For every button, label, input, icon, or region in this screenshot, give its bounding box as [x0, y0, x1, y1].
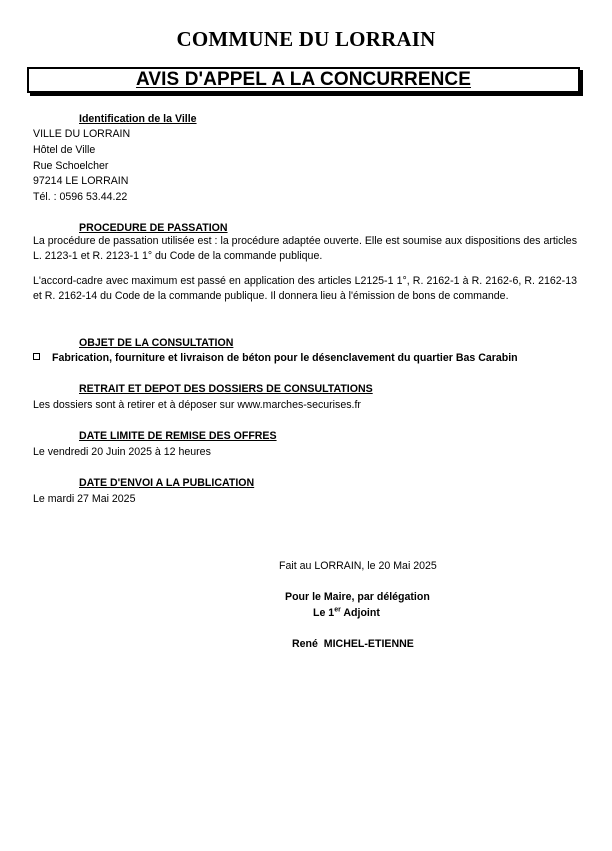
date-limite-heading: DATE LIMITE DE REMISE DES OFFRES [79, 430, 277, 442]
retrait-heading: RETRAIT ET DEPOT DES DOSSIERS DE CONSULTATIONS [79, 383, 373, 395]
identification-line: VILLE DU LORRAIN [33, 128, 131, 140]
commune-title: COMMUNE DU LORRAIN [176, 27, 436, 51]
identification-line: Hôtel de Ville [33, 144, 96, 156]
identification-phone: Tél. : 0596 53.44.22 [33, 191, 128, 203]
adjoint-suffix: Adjoint [340, 607, 380, 619]
date-envoi-text: Le mardi 27 Mai 2025 [33, 493, 136, 505]
date-limite-text: Le vendredi 20 Juin 2025 à 12 heures [33, 446, 211, 458]
adjoint-text [313, 605, 380, 621]
signatory-name: René MICHEL-ETIENNE [292, 638, 414, 650]
objet-list-item [33, 350, 518, 366]
identification-line: Rue Schoelcher [33, 160, 109, 172]
objet-item-text: Fabrication, fourniture et livraison de béton pour le désenclavement du quartier Bas Carabin [52, 352, 518, 364]
retrait-text: Les dossiers sont à retirer et à déposer sur www.marches-securises.fr [33, 399, 361, 411]
identification-line: 97214 LE LORRAIN [33, 175, 129, 187]
square-bullet-icon [33, 353, 40, 360]
adjoint-prefix: Le 1 [313, 607, 335, 619]
pour-le-maire-text: Pour le Maire, par délégation [285, 591, 430, 603]
fait-au-text: Fait au LORRAIN, le 20 Mai 2025 [279, 560, 437, 572]
objet-heading: OBJET DE LA CONSULTATION [79, 337, 234, 349]
procedure-paragraph-2: L'accord-cadre avec maximum est passé en application des articles L2125-1 1°, R. 2162-1 à R. 2162-6, R. 2162-13 et R. 2162-14 du Code de la commande publique. Il donnera lieu à l'émission de bons de commande. [33, 275, 577, 303]
date-envoi-heading: DATE D'ENVOI A LA PUBLICATION [79, 477, 255, 489]
avis-title: AVIS D'APPEL A LA CONCURRENCE [135, 69, 472, 90]
procedure-paragraph-1: La procédure de passation utilisée est : la procédure adaptée ouverte. Elle est soumise aux dispositions des articles L. 2123-1 et R. 2123-1 1° du Code de la commande publique. [33, 235, 577, 263]
identification-heading: Identification de la Ville [79, 113, 197, 125]
adjoint-superscript: er [334, 606, 341, 614]
procedure-heading: PROCEDURE DE PASSATION [79, 222, 228, 234]
avis-title-box [27, 67, 580, 93]
